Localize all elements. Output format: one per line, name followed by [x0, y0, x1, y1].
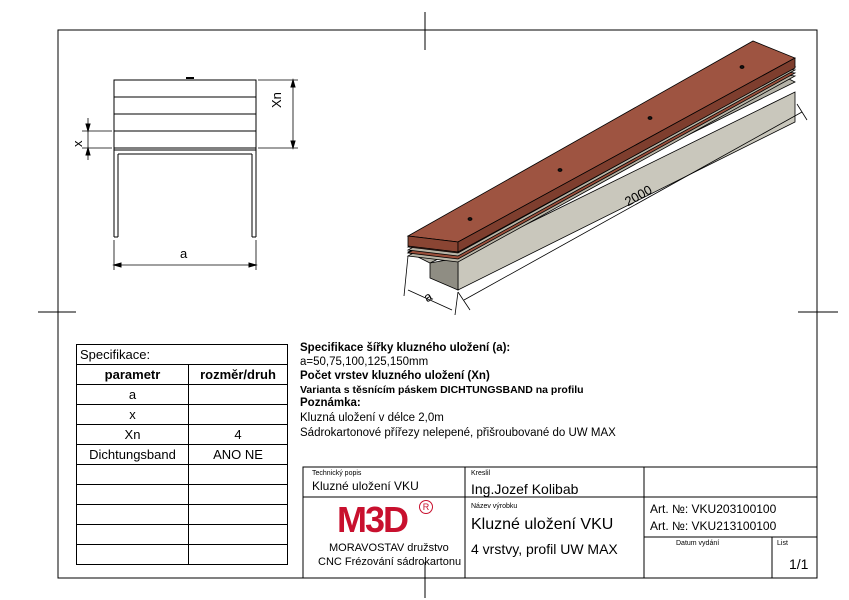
table-cell-value — [189, 385, 288, 405]
company-name: MORAVOSTAV družstvo — [329, 542, 449, 554]
table-cell-value — [189, 405, 288, 425]
product-variant: 4 vrstvy, profil UW MAX — [471, 541, 618, 557]
col-header-param: parametr — [77, 365, 189, 385]
table-row-empty — [77, 485, 288, 505]
sheet-label: List — [777, 540, 788, 547]
front-view — [82, 78, 298, 270]
table-row-empty — [77, 525, 288, 545]
table-row — [77, 425, 288, 445]
dim-label-x: x — [70, 140, 85, 147]
article-number-2: Art. №: VKU213100100 — [650, 519, 777, 533]
tech-label: Technický popis — [312, 470, 362, 477]
company-subtitle: CNC Frézování sádrokartonu — [318, 556, 462, 568]
table-cell-value: 4 — [189, 425, 288, 445]
sheet-value: 1/1 — [789, 556, 809, 572]
spec-heading-layers: Počet vrstev kluzného uložení (Xn) — [300, 370, 490, 382]
spec-note-2: Sádrokartonové přířezy nelepené, přišroubované do UW MAX — [300, 427, 616, 439]
article-number-1: Art. №: VKU203100100 — [650, 502, 777, 516]
spec-width-values: a=50,75,100,125,150mm — [300, 356, 429, 368]
spec-heading-width: Specifikace šířky kluzného uložení (a): — [300, 342, 511, 354]
spec-table — [76, 344, 288, 565]
table-row-empty — [77, 465, 288, 485]
product-name: Kluzné uložení VKU — [471, 516, 614, 533]
drawn-label: Kreslil — [471, 470, 491, 477]
dim-label-xn: Xn — [269, 92, 284, 108]
dim-label-a-front: a — [180, 246, 188, 261]
table-row — [77, 385, 288, 405]
table-row — [77, 405, 288, 425]
registered-mark: R — [419, 500, 433, 514]
table-row-empty — [77, 545, 288, 565]
table-cell-value: ANO NE — [189, 445, 288, 465]
spec-note-heading: Poznámka: — [300, 397, 361, 409]
table-row — [77, 445, 288, 465]
dim-label-length: 2000 — [622, 181, 655, 210]
table-cell-param: Dichtungsband — [77, 445, 189, 465]
drawn-value: Ing.Jozef Kolibab — [471, 481, 579, 497]
table-cell-param: a — [77, 385, 189, 405]
tech-value: Kluzné uložení VKU — [312, 479, 419, 493]
name-label: Název výrobku — [471, 503, 518, 510]
table-cell-param: Xn — [77, 425, 189, 445]
col-header-value: rozměr/druh — [189, 365, 288, 385]
date-label: Datum vydání — [676, 540, 720, 547]
dim-label-a-iso: a — [421, 288, 435, 306]
spec-note-1: Kluzná uložení v délce 2,0m — [300, 412, 444, 424]
isometric-view — [404, 41, 807, 315]
spec-variant: Varianta s těsnícím páskem DICHTUNGSBAND na profilu — [300, 384, 584, 396]
spec-table-title: Specifikace: — [77, 345, 288, 365]
logo-text: M3D — [337, 499, 408, 540]
table-row-empty — [77, 505, 288, 525]
m3d-logo — [337, 500, 437, 540]
table-cell-param: x — [77, 405, 189, 425]
